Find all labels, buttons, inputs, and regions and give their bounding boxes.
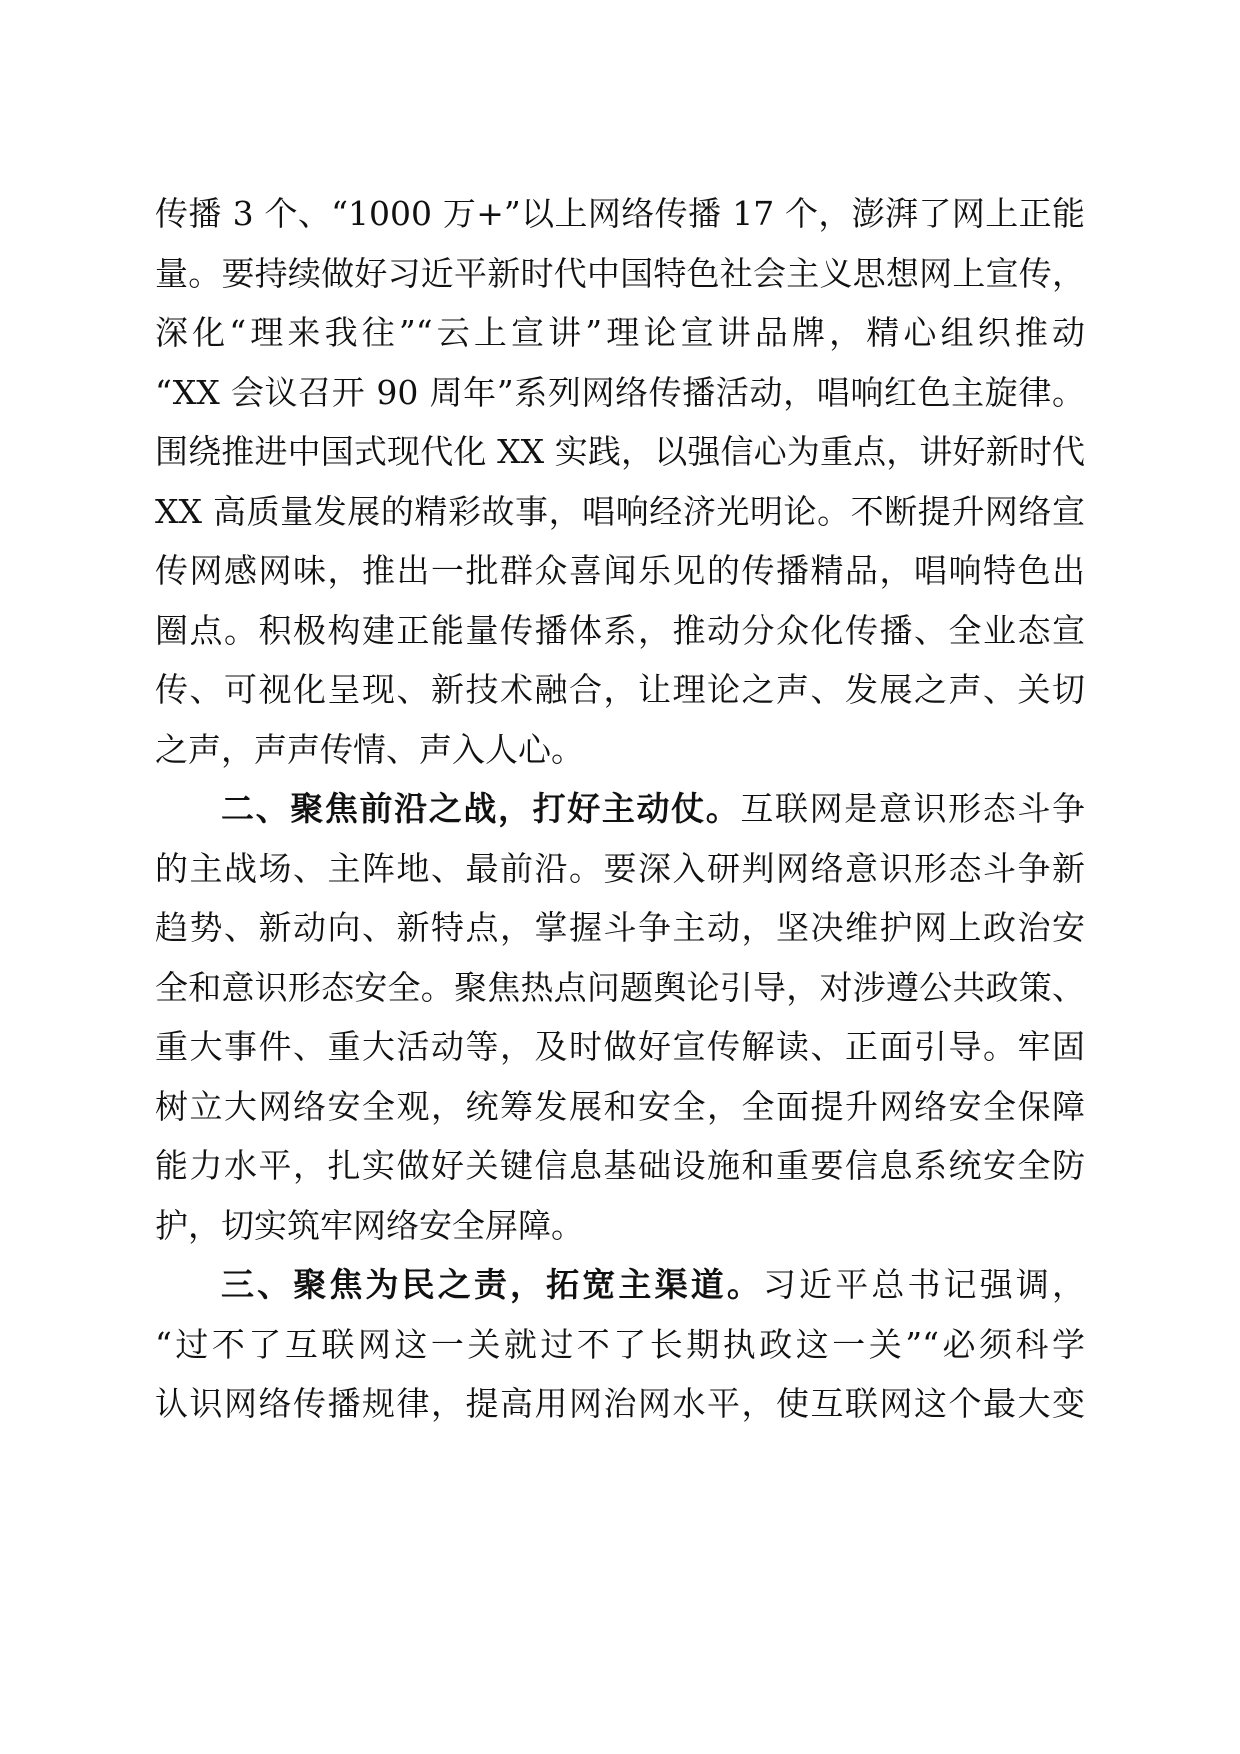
paragraph-line: 护，切实筑牢网络安全屏障。: [155, 1205, 584, 1245]
paragraph-line: 围绕推进中国式现代化 XX 实践，以强信心为重点，讲好新时代: [155, 432, 1085, 471]
paragraph-line: 能力水平，扎实做好关键信息基础设施和重要信息系统安全防: [155, 1146, 1085, 1185]
paragraph-line: 全和意识形态安全。聚焦热点问题舆论引导，对涉遵公共政策、: [155, 967, 1085, 1007]
paragraph-line: 深化“理来我往”“云上宣讲”理论宣讲品牌，精心组织推动: [155, 313, 1085, 352]
paragraph-line: “XX 会议召开 90 周年”系列网络传播活动，唱响红色主旋律。: [155, 372, 1085, 412]
paragraph-line: 传、可视化呈现、新技术融合，让理论之声、发展之声、关切: [155, 670, 1085, 709]
paragraph-line: 认识网络传播规律，提高用网治网水平，使互联网这个最大变: [155, 1384, 1085, 1423]
section-3-heading: 三、聚焦为民之责，拓宽主渠道。: [221, 1265, 763, 1304]
section-2-first-line: [155, 779, 1085, 839]
paragraph-line: 传播 3 个、“1000 万+”以上网络传播 17 个，澎湃了网上正能: [155, 194, 1085, 233]
section-3-first-line-text: 习近平总书记强调，: [762, 1265, 1086, 1304]
paragraph-line: 传网感网味，推出一批群众喜闻乐见的传播精品，唱响特色出: [155, 551, 1085, 590]
paragraph-line: 重大事件、重大活动等，及时做好宣传解读、正面引导。牢固: [155, 1027, 1085, 1066]
section-2-heading: 二、聚焦前沿之战，打好主动仗。: [221, 789, 741, 828]
paragraph-line: 趋势、新动向、新特点，掌握斗争主动，坚决维护网上政治安: [155, 908, 1085, 947]
section-2-first-line-text: 互联网是意识形态斗争: [740, 789, 1085, 828]
paragraph-line: “过不了互联网这一关就过不了长期执政这一关”“必须科学: [155, 1324, 1085, 1364]
paragraph-line: 树立大网络安全观，统筹发展和安全，全面提升网络安全保障: [155, 1086, 1085, 1126]
paragraph-line: 的主战场、主阵地、最前沿。要深入研判网络意识形态斗争新: [155, 848, 1085, 888]
paragraph-line: 圈点。积极构建正能量传播体系，推动分众化传播、全业态宣: [155, 610, 1085, 650]
document-body: [155, 184, 1085, 1434]
paragraph-line: 量。要持续做好习近平新时代中国特色社会主义思想网上宣传，: [155, 253, 1085, 293]
paragraph-line: 之声，声声传情、声入人心。: [155, 729, 584, 769]
paragraph-line: XX 高质量发展的精彩故事，唱响经济光明论。不断提升网络宣: [155, 491, 1085, 531]
section-3-first-line: [155, 1255, 1085, 1315]
